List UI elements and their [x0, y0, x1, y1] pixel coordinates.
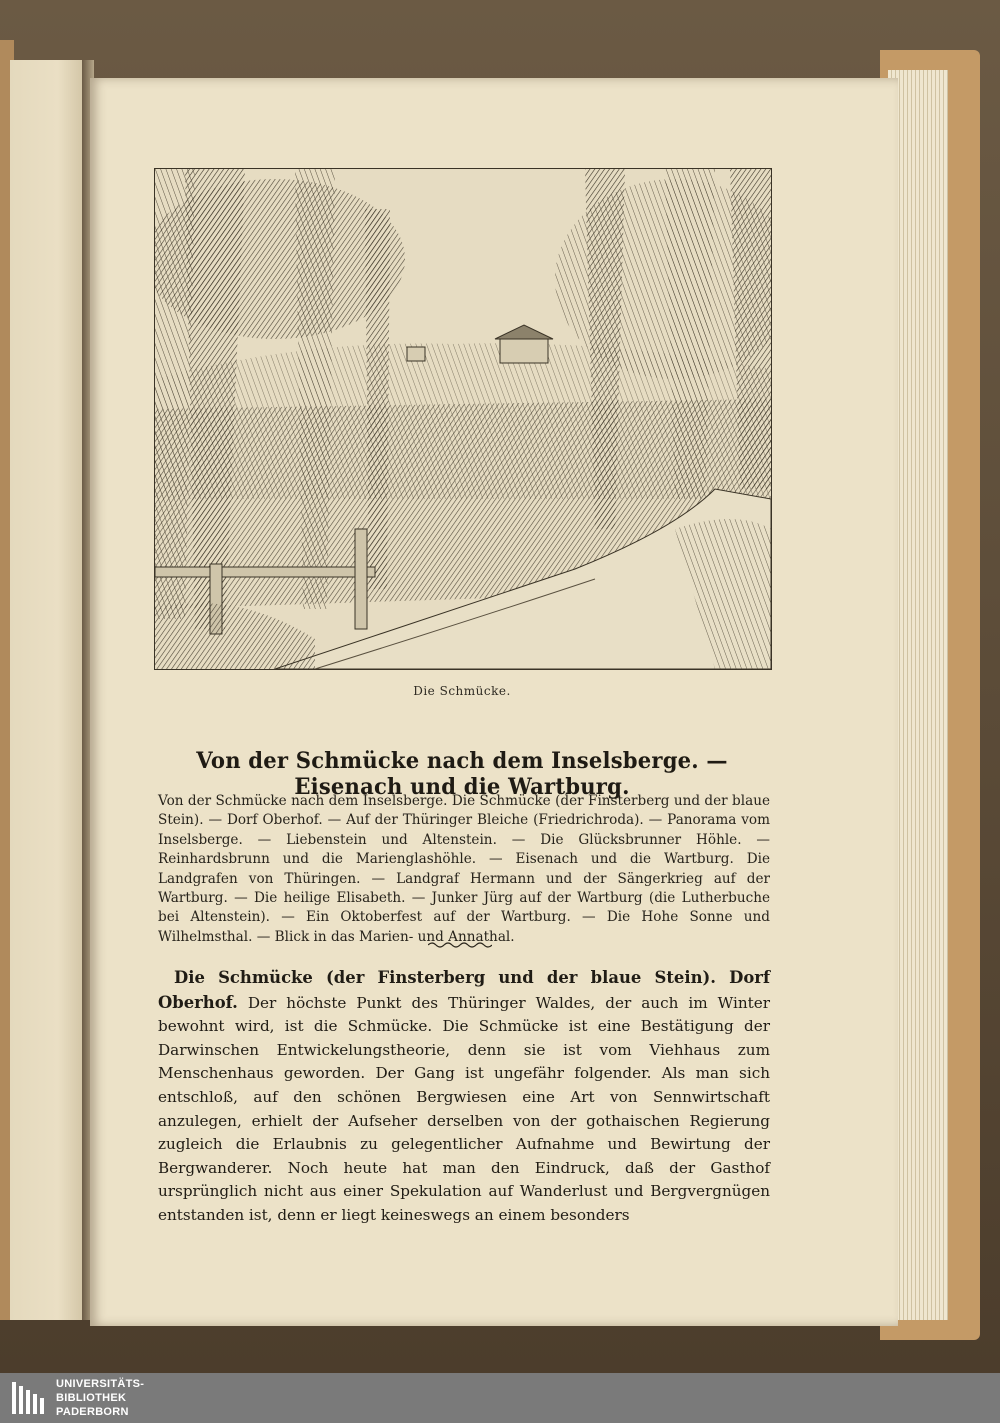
library-name-line1: UNIVERSITÄTS- [56, 1378, 145, 1390]
library-logo-icon [10, 1380, 46, 1416]
forest-illustration [154, 168, 772, 670]
chapter-summary: Von der Schmücke nach dem Inselsberge. Die Schmücke (der Finsterberg und der blaue Stein). — Dorf Oberhof. — Auf der Thüringer Bleiche (Friedrichroda). — Panorama vom Inselsberge. — Liebenstein und Altenstein. — Die Glücksbrunner Höhle. — Reinhardsbrunn und die Marienglashöhle. — Eisenach und die Wartburg. Die Landgrafen von Thüringen. — Landgraf Hermann und der Sängerkrieg auf der Wartburg. — Die heilige Elisabeth. — Junker Jürg auf der Wartburg (die Lutherbuche bei Altenstein). — Ein Oktoberfest auf der Wartburg. — Die Hohe Sonne und Wilhelmsthal. — Blick in das Marien- und Annathal. [158, 793, 770, 945]
library-footer [0, 1373, 1000, 1423]
illustration-caption: Die Schmücke. [413, 684, 511, 698]
library-name [56, 1377, 144, 1419]
library-name-line2: BIBLIOTHEK [56, 1392, 127, 1404]
chapter-title: Von der Schmücke nach dem Inselsberge. — Eisenach und die Wartburg. [196, 748, 728, 800]
left-page [10, 60, 90, 1320]
library-name-line3: PADERBORN [56, 1406, 129, 1418]
book-page [90, 78, 898, 1326]
paragraph-lead: Die Schmücke (der Finsterberg und der blaue Stein). Dorf Oberhof. [158, 968, 770, 1012]
body-paragraph [158, 966, 770, 1228]
ornamental-divider [428, 940, 492, 950]
paragraph-text: Der höchste Punkt des Thüringer Waldes, der auch im Winter bewohnt wird, ist die Schmücke. Die Schmücke ist eine Bestätigung der Darwinschen Entwickelungstheorie, denn sie ist vom Viehhaus zum Menschenhaus geworden. Der Gang ist ungefähr folgender. Als man sich entschloß, auf den schönen Bergwiesen eine Art von Sennwirtschaft anzulegen, erhielt der Aufseher derselben von der gothaischen Regierung zugleich die Erlaubnis zu gelegentlicher Aufnahme und Bewirtung der Bergwanderer. Noch heute hat man den Eindruck, daß der Gasthof ursprünglich nicht aus einer Spekulation auf Wanderlust und Bergvergnügen entstanden ist, denn er liegt keineswegs an einem besonders [158, 993, 771, 1224]
